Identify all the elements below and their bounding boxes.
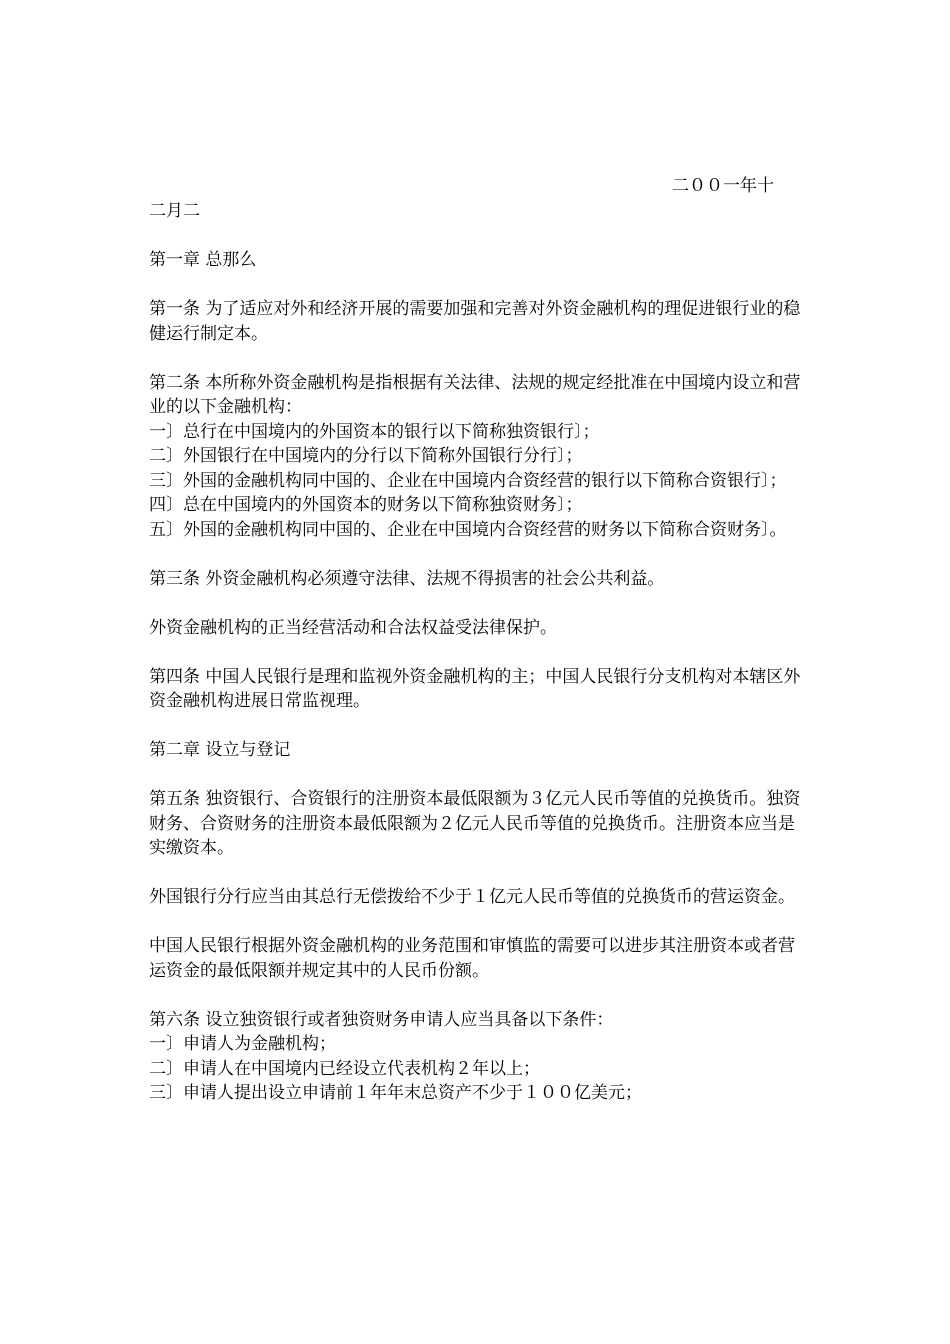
article-6-intro: 第六条 设立独资银行或者独资财务申请人应当具备以下条件：: [149, 1009, 614, 1030]
document-body: [149, 199, 809, 1106]
date-line-right: 二００一年十: [672, 176, 774, 196]
article-2-item: 三〕外国的金融机构同中国的、企业在中国境内合资经营的银行以下简称合资银行〕；: [149, 470, 787, 491]
article-5-paragraph-2: 外国银行分行应当由其总行无偿拨给不少于１亿元人民币等值的兑换货币的营运资金。: [149, 887, 795, 907]
article-2: [149, 371, 809, 543]
article-2-item: 四〕总在中国境内的外国资本的财务以下简称独资财务〕；: [149, 495, 583, 515]
chapter-2-title: 第二章 设立与登记: [149, 740, 291, 760]
article-6: [149, 1008, 809, 1106]
date-line-continued: 二月二: [149, 201, 200, 221]
article-6-item: 一〕申请人为金融机构；: [149, 1034, 336, 1054]
article-2-intro: 第二条 本所称外资金融机构是指根据有关法律、法规的规定经批准在中国境内设立和营业的以下金融机构：: [149, 372, 801, 417]
article-2-item: 一〕总行在中国境内的外国资本的银行以下简称独资银行〕；: [149, 421, 600, 442]
article-1: 第一条 为了适应对外和经济开展的需要加强和完善对外资金融机构的理促进银行业的稳健运行制定本。: [149, 299, 801, 344]
article-2-item: 二〕外国银行在中国境内的分行以下简称外国银行分行〕；: [149, 446, 583, 466]
chapter-1-title: 第一章 总那么: [149, 250, 257, 270]
article-5: 第五条 独资银行、合资银行的注册资本最低限额为３亿元人民币等值的兑换货币。独资财务、合资财务的注册资本最低限额为２亿元人民币等值的兑换货币。注册资本应当是实缴资本。: [149, 789, 801, 858]
article-5-paragraph-3: 中国人民银行根据外资金融机构的业务范围和审慎监的需要可以进步其注册资本或者营运资金的最低限额并规定其中的人民币份额。: [149, 936, 795, 981]
article-3: 第三条 外资金融机构必须遵守法律、法规不得损害的社会公共利益。: [149, 568, 665, 589]
article-6-item: 三〕申请人提出设立申请前１年年末总资产不少于１００亿美元；: [149, 1083, 642, 1103]
article-2-item: 五〕外国的金融机构同中国的、企业在中国境内合资经营的财务以下简称合资财务〕。: [149, 519, 787, 540]
article-3-paragraph-2: 外资金融机构的正当经营活动和合法权益受法律保护。: [149, 617, 557, 638]
article-4: 第四条 中国人民银行是理和监视外资金融机构的主；中国人民银行分支机构对本辖区外资金融机构进展日常监视理。: [149, 666, 801, 711]
article-6-item: 二〕申请人在中国境内已经设立代表机构２年以上；: [149, 1058, 540, 1079]
